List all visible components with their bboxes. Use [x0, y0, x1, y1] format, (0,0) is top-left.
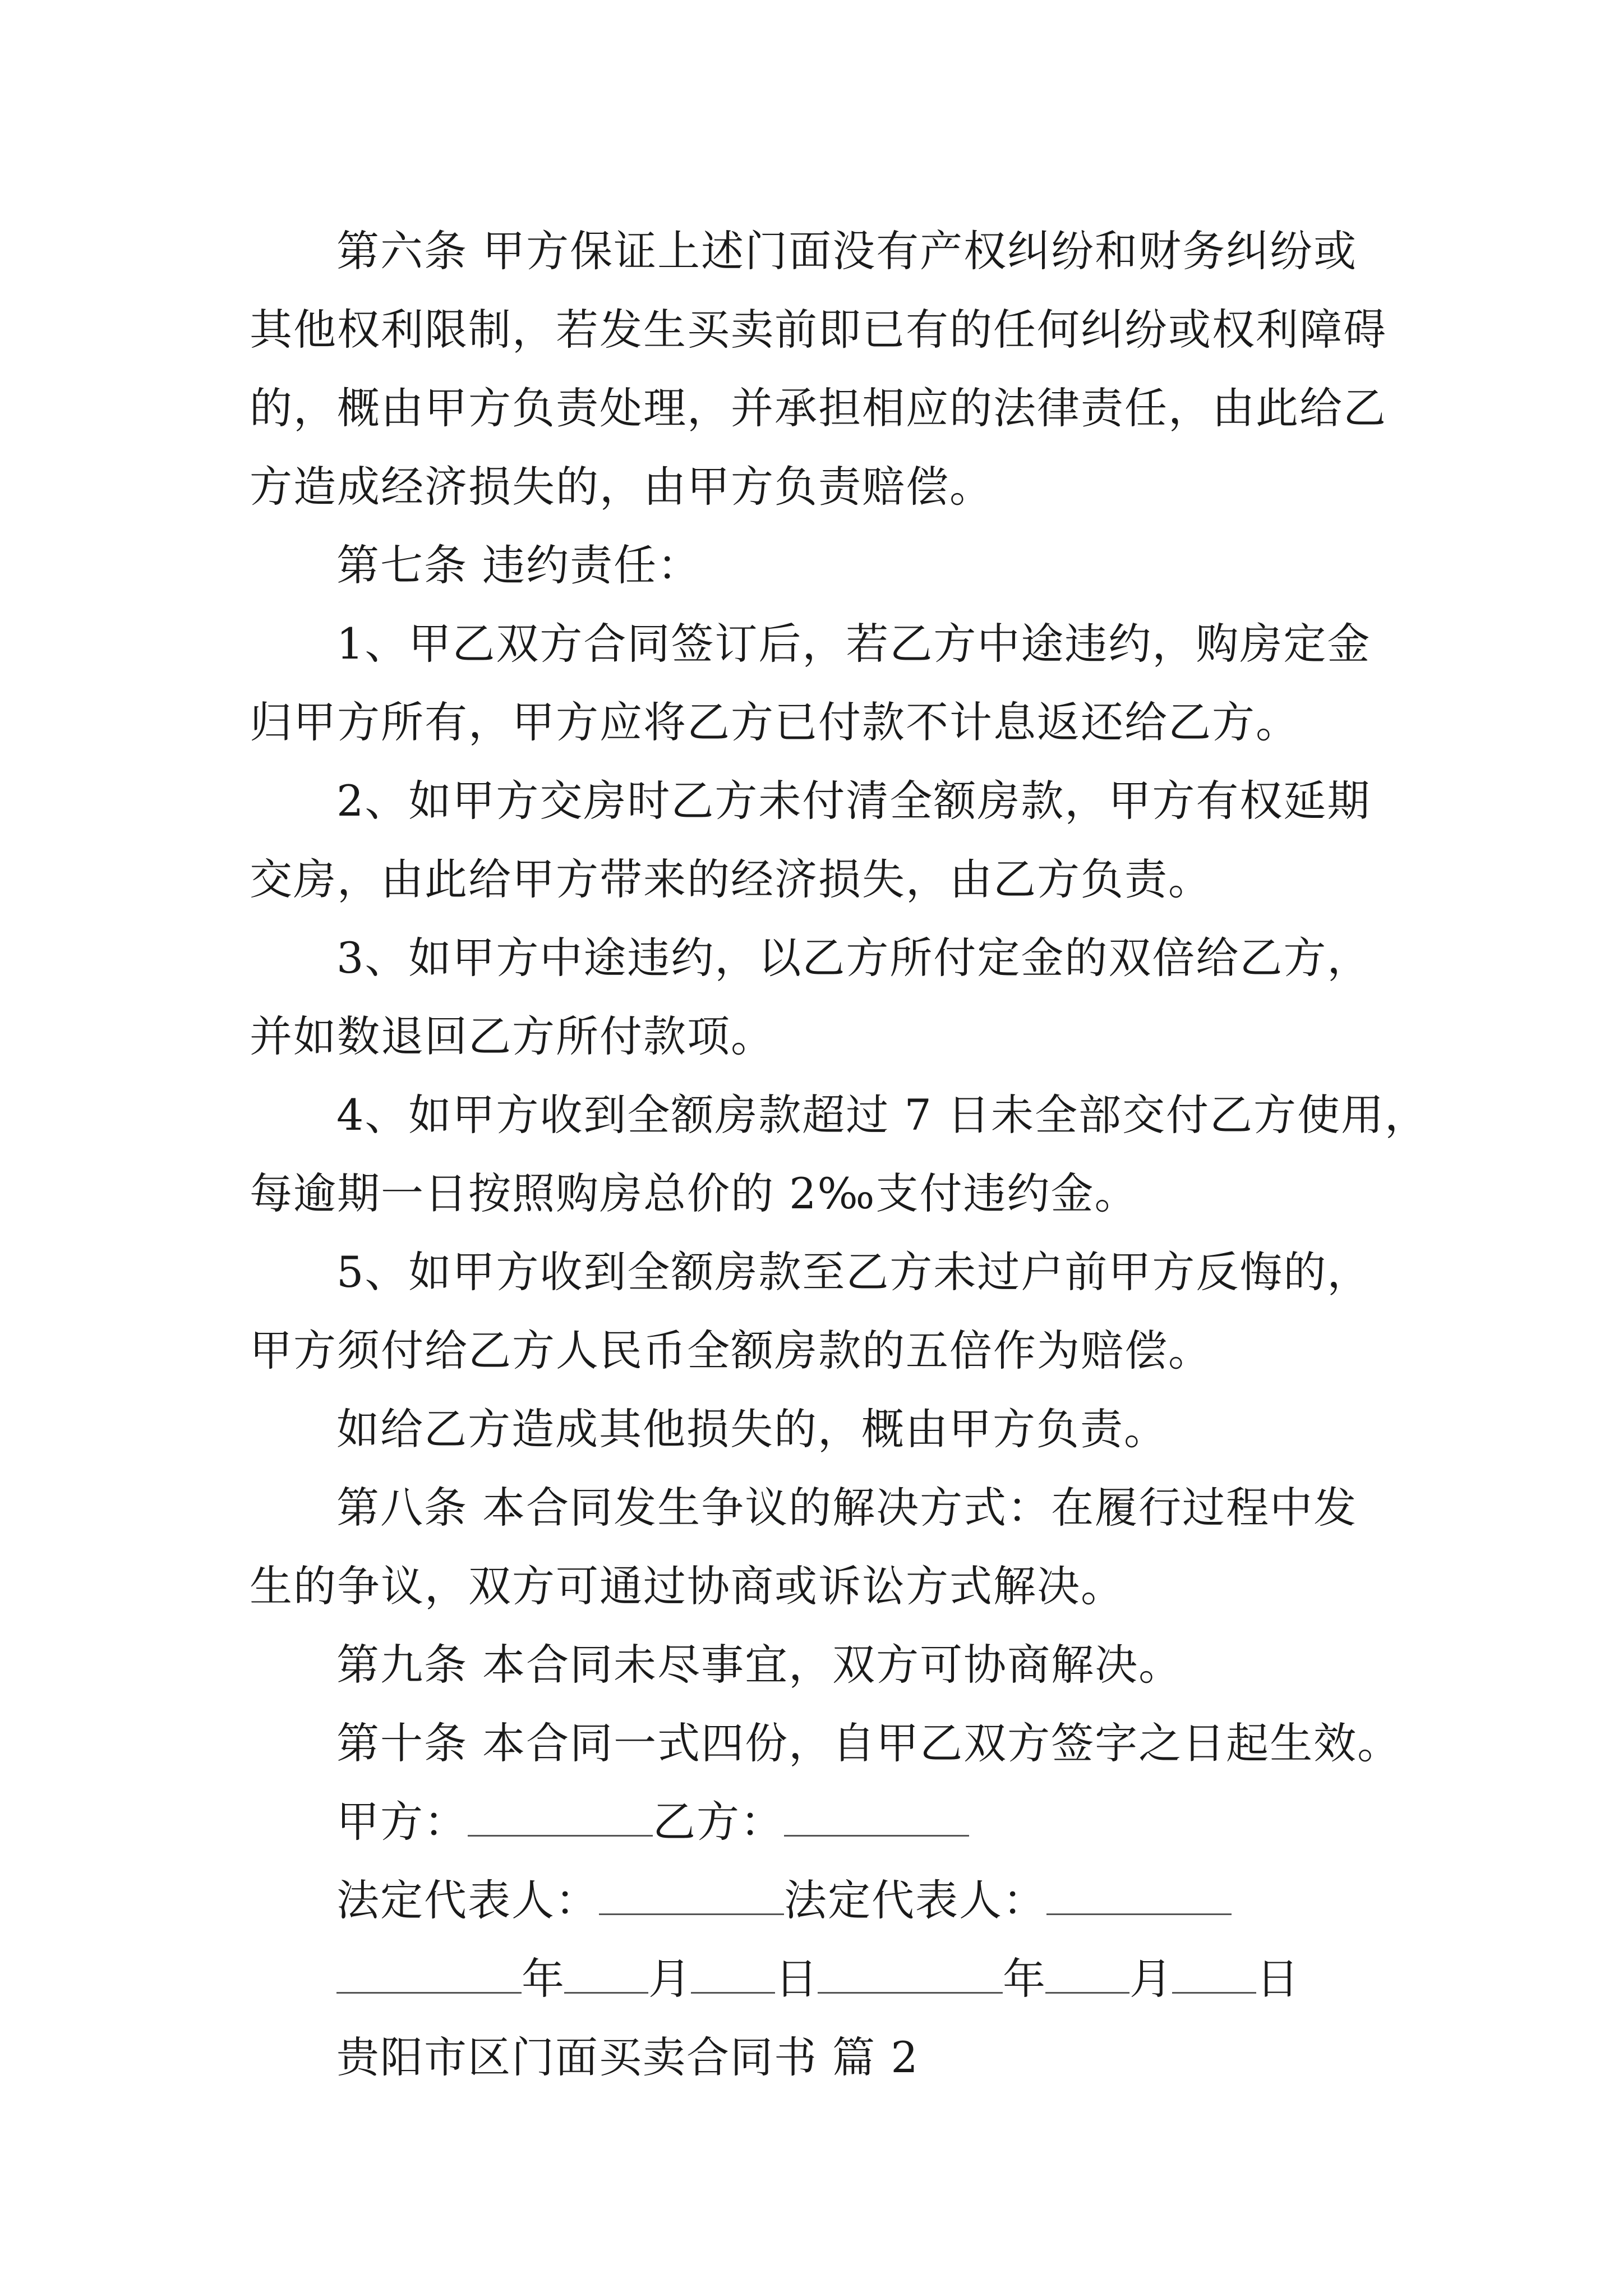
date-a-year-label: 年: [522, 1954, 564, 2004]
date-a-day-blank[interactable]: [691, 1955, 775, 1994]
date-a-year-blank[interactable]: [336, 1955, 522, 1994]
date-b-year-blank[interactable]: [818, 1955, 1003, 1994]
party-a-label: 甲方：: [336, 1797, 468, 1847]
party-b-label: 乙方：: [653, 1797, 784, 1847]
clause-4-line-2: 每逾期一日按照购房总价的 2‰支付违约金。: [250, 1168, 1138, 1218]
legal-rep-b-blank[interactable]: [1046, 1876, 1232, 1915]
article-8-line-1: 第八条 本合同发生争议的解决方式：在履行过程中发: [336, 1483, 1358, 1533]
article-8: [250, 1469, 1388, 1626]
date-a-day-label: 日: [775, 1954, 818, 2004]
article-6-line-2: 其他权利限制，若发生买卖前即已有的任何纠纷或权利障碍: [250, 305, 1387, 355]
clause-5-line-1: 5、如甲方收到全额房款至乙方未过户前甲方反悔的，: [336, 1247, 1371, 1297]
other-loss-clause: 如给乙方造成其他损失的，概由甲方负责。: [336, 1404, 1168, 1454]
date-b-day-label: 日: [1256, 1954, 1299, 2004]
clause-3-line-1: 3、如甲方中途违约，以乙方所付定金的双倍给乙方，: [336, 933, 1371, 983]
party-a-blank[interactable]: [468, 1798, 653, 1837]
clause-2-line-1: 2、如甲方交房时乙方未付清全额房款，甲方有权延期: [336, 776, 1371, 826]
clause-4: [250, 1076, 1429, 1233]
clause-1-line-1: 1、甲乙双方合同签订后，若乙方中途违约，购房定金: [336, 619, 1371, 669]
date-b-month-blank[interactable]: [1045, 1955, 1129, 1994]
legal-rep-a-label: 法定代表人：: [336, 1875, 599, 1925]
article-7-title: 第七条 违约责任：: [336, 540, 702, 590]
article-6-line-4: 方造成经济损失的，由甲方负责赔偿。: [250, 462, 993, 512]
date-a-month-label: 月: [648, 1954, 691, 2004]
date-b-year-label: 年: [1003, 1954, 1045, 2004]
article-6: [250, 212, 1388, 526]
signature-parties: [250, 1783, 1388, 1861]
clause-5: [250, 1233, 1388, 1390]
clause-3: [250, 919, 1388, 1076]
signature-dates: [250, 1940, 1388, 2018]
article-8-line-2: 生的争议，双方可通过协商或诉讼方式解决。: [250, 1561, 1124, 1611]
clause-3-line-2: 并如数退回乙方所付款项。: [250, 1011, 774, 1061]
next-section-heading: 贵阳市区门面买卖合同书 篇 2: [336, 2032, 919, 2082]
contract-body: [250, 212, 1429, 2097]
article-9: 第九条 本合同未尽事宜，双方可协商解决。: [336, 1640, 1183, 1690]
clause-1: [250, 605, 1388, 762]
date-b-day-blank[interactable]: [1172, 1955, 1256, 1994]
legal-rep-a-blank[interactable]: [599, 1876, 784, 1915]
signature-legal-reps: [250, 1861, 1388, 1940]
clause-1-line-2: 归甲方所有，甲方应将乙方已付款不计息返还给乙方。: [250, 697, 1299, 747]
date-b-month-label: 月: [1129, 1954, 1172, 2004]
date-a-month-blank[interactable]: [564, 1955, 648, 1994]
clause-2-line-2: 交房，由此给甲方带来的经济损失，由乙方负责。: [250, 854, 1212, 904]
clause-5-line-2: 甲方须付给乙方人民币全额房款的五倍作为赔偿。: [250, 1326, 1212, 1375]
article-10: 第十条 本合同一式四份，自甲乙双方签字之日起生效。: [336, 1718, 1401, 1768]
article-6-line-1: 第六条 甲方保证上述门面没有产权纠纷和财务纠纷或: [336, 226, 1358, 276]
legal-rep-b-label: 法定代表人：: [784, 1875, 1046, 1925]
party-b-blank[interactable]: [784, 1798, 969, 1837]
article-6-line-3: 的，概由甲方负责处理，并承担相应的法律责任，由此给乙: [250, 383, 1387, 433]
clause-2: [250, 762, 1388, 919]
clause-4-line-1: 4、如甲方收到全额房款超过 7 日未全部交付乙方使用，: [336, 1090, 1429, 1140]
